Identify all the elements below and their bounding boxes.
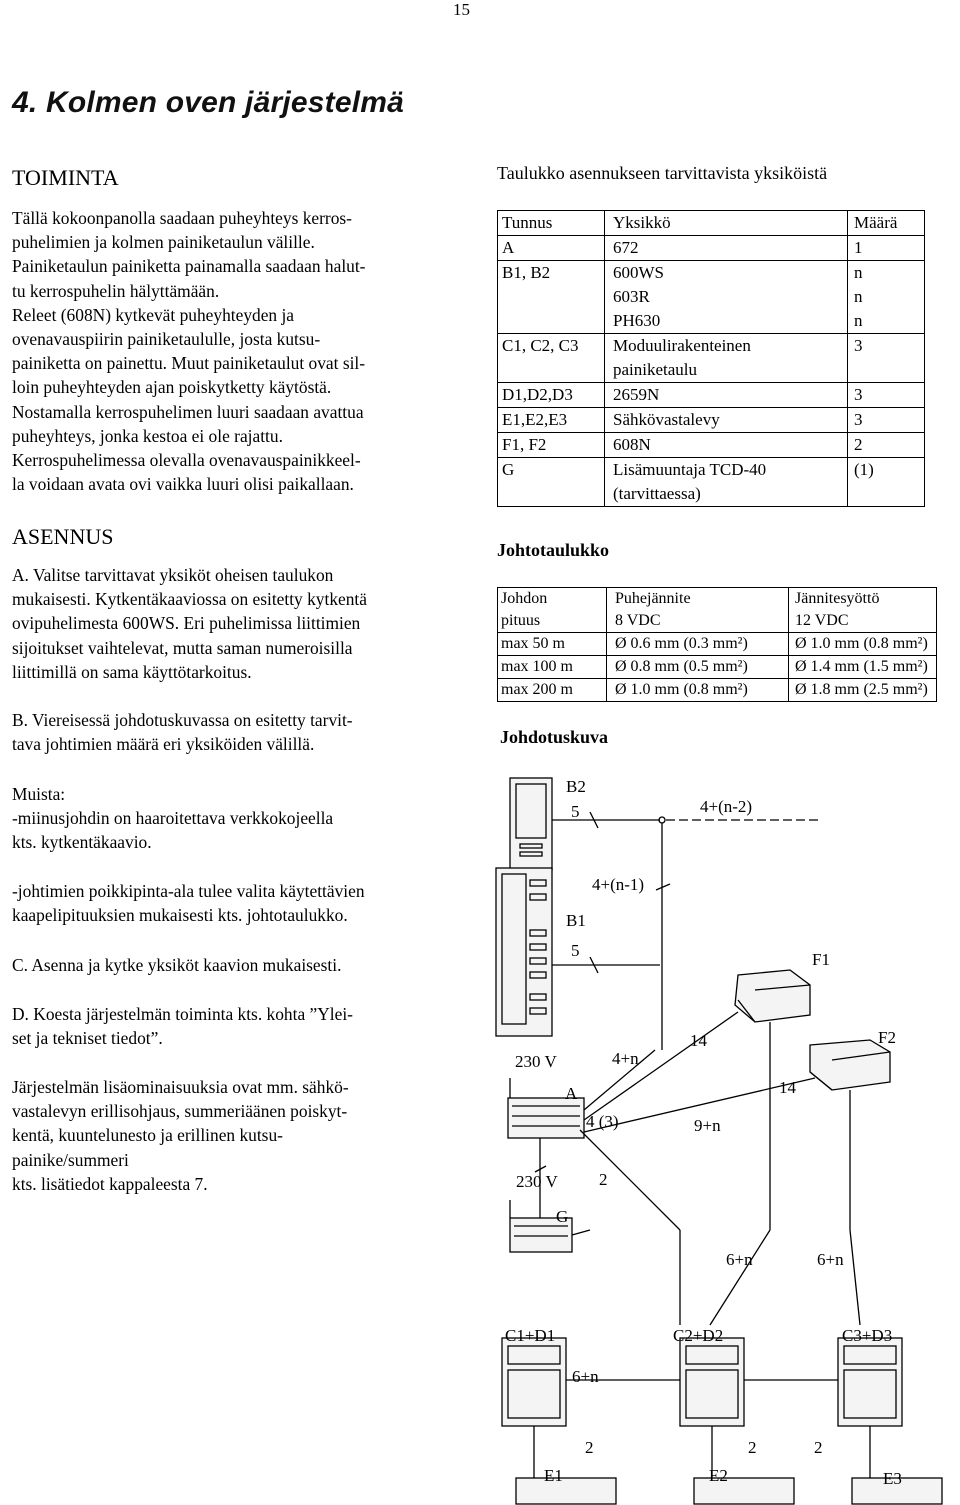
cable-table-row [498, 656, 937, 679]
label-e2-wires-1: 2 [748, 1438, 757, 1457]
header-unit: Yksikkö [605, 211, 848, 236]
units-cell-code: B1, B2 [498, 261, 605, 334]
asennus-d-line: set ja tekniset tiedot”. [12, 1028, 163, 1049]
label-c-link: 6+n [572, 1367, 599, 1386]
muista-text [12, 782, 457, 855]
toiminta-text-line: puhelimien ja kolmen painiketaulun välille. [12, 232, 315, 253]
units-cell-code: A [498, 236, 605, 261]
label-c2d2: C2+D2 [673, 1326, 724, 1345]
label-a: A [565, 1084, 578, 1103]
label-g: G [556, 1207, 569, 1226]
units-cell-qty: 1 [848, 236, 925, 261]
extra-features-text [12, 1075, 457, 1196]
toiminta-text-line: la voidaan avata ovi vaikka luuri olisi paikallaan. [12, 474, 354, 495]
header-supply-voltage: Jännitesyöttö 12 VDC [789, 588, 937, 633]
label-e2-wires-2: 2 [814, 1438, 823, 1457]
units-cell-code: E1,E2,E3 [498, 408, 605, 433]
asennus-b-text [12, 708, 457, 756]
units-cell-qty: 2 [848, 433, 925, 458]
muista-line: kts. kytkentäkaavio. [12, 832, 152, 853]
extra-line: vastalevyn erillisohjaus, summeriäänen poiskyt- [12, 1101, 348, 1122]
units-table [497, 210, 925, 507]
header-speech-voltage: Puhejännite 8 VDC [607, 588, 789, 633]
asennus-a-line: ovipuhelimesta 600WS. Eri puhelimissa liittimien [12, 613, 361, 634]
units-cell-code: C1, C2, C3 [498, 334, 605, 383]
label-230v-2: 230 V [516, 1172, 558, 1191]
units-cell-qty: (1) [848, 458, 925, 507]
toiminta-heading: TOIMINTA [12, 165, 119, 190]
label-f2-wires: 14 [779, 1078, 796, 1097]
label-c3d3: C3+D3 [842, 1326, 893, 1345]
cable-cell: max 50 m [498, 633, 607, 656]
extra-line: painike/summeri [12, 1149, 129, 1170]
units-table-row [498, 458, 925, 507]
toiminta-text-line: ovenavauspiirin painiketaululle, josta kutsu- [12, 329, 321, 350]
label-e1: E1 [544, 1466, 563, 1485]
relay-f2-icon [810, 1040, 890, 1090]
page-number: 15 [453, 0, 470, 19]
cable-cell: Ø 0.6 mm (0.3 mm²) [607, 633, 789, 656]
label-b2: B2 [566, 777, 586, 796]
toiminta-text-line: painiketta on painettu. Muut painiketaulut ovat sil- [12, 353, 366, 374]
cable-table-row [498, 633, 937, 656]
units-table-row [498, 261, 925, 334]
label-g-wires: 2 [599, 1170, 608, 1189]
units-cell-unit: Lisämuuntaja TCD-40 (tarvittaessa) [605, 458, 848, 507]
units-cell-unit: Moduulirakenteinen painiketaulu [605, 334, 848, 383]
label-b1-wires: 5 [571, 941, 580, 960]
asennus-a-line: sijoitukset vaihtelevat, mutta saman numeroisilla [12, 637, 353, 658]
label-230v-1: 230 V [515, 1052, 557, 1071]
label-f-wires: 9+n [694, 1116, 721, 1135]
asennus-b-line: tava johtimien määrä eri yksiköiden välillä. [12, 734, 315, 755]
units-cell-qty: 3 [848, 334, 925, 383]
units-cell-unit: Sähkövastalevy [605, 408, 848, 433]
cable-cell: Ø 1.0 mm (0.8 mm²) [607, 679, 789, 702]
power-unit-a-icon [508, 1098, 584, 1138]
label-a-g: 4 (3) [586, 1112, 619, 1131]
label-f2: F2 [878, 1028, 896, 1047]
cable-cell: max 200 m [498, 679, 607, 702]
asennus-a-line: mukaisesti. Kytkentäkaaviossa on esitetty kytkentä [12, 589, 367, 610]
cable-table-title: Johtotaulukko [497, 540, 610, 560]
label-f1: F1 [812, 950, 830, 969]
units-table-header [498, 211, 925, 236]
muista-line: -miinusjohdin on haaroitettava verkkokojeella [12, 808, 334, 829]
toiminta-text [12, 206, 457, 496]
units-table-row [498, 408, 925, 433]
units-table-title: Taulukko asennukseen tarvittavista yksiköistä [497, 163, 828, 183]
label-b2-bus: 4+(n-2) [700, 797, 753, 816]
toiminta-text-line: tu kerrospuhelin hälyttämään. [12, 280, 220, 301]
label-e1-wires: 2 [585, 1438, 594, 1457]
units-table-row [498, 334, 925, 383]
asennus-c-text: C. Asenna ja kytke yksiköt kaavion mukaisesti. [12, 955, 342, 975]
units-cell-unit: 608N [605, 433, 848, 458]
label-e3: E3 [883, 1469, 902, 1488]
units-cell-qty: 3 [848, 383, 925, 408]
asennus-b-line: B. Viereisessä johdotuskuvassa on esitetty tarvit- [12, 710, 353, 730]
label-e2: E2 [709, 1466, 728, 1485]
toiminta-text-line: Kerrospuhelimessa olevalla ovenavauspainikkeel- [12, 450, 361, 471]
toiminta-text-line: Releet (608N) kytkevät puheyhteyden ja [12, 304, 295, 325]
label-c1d1: C1+D1 [505, 1326, 556, 1345]
cable-cell: Ø 0.8 mm (0.5 mm²) [607, 656, 789, 679]
label-b1: B1 [566, 911, 586, 930]
asennus-d-line: D. Koesta järjestelmän toiminta kts. kohta ”Ylei- [12, 1004, 353, 1024]
muista-line: Muista: [12, 784, 66, 804]
asennus-a-line: liittimillä on sama käyttötarkoitus. [12, 661, 252, 682]
johtimet-line: -johtimien poikkipinta-ala tulee valita käytettävien [12, 881, 365, 901]
cable-cell: Ø 1.8 mm (2.5 mm²) [789, 679, 937, 702]
toiminta-text-line: Nostamalla kerrospuhelimen luuri saadaan avattua [12, 401, 364, 422]
extra-line: Järjestelmän lisäominaisuuksia ovat mm. sähkö- [12, 1077, 349, 1097]
extra-line: kts. lisätiedot kappaleesta 7. [12, 1173, 208, 1194]
asennus-a-text [12, 563, 457, 684]
toiminta-text-line: loin puheyhteyden ajan poiskytketty käytöstä. [12, 377, 332, 398]
label-b2-wires: 5 [571, 802, 580, 821]
asennus-heading: ASENNUS [12, 524, 114, 549]
label-c-wires-1: 6+n [726, 1250, 753, 1269]
units-cell-unit: 600WS 603R PH630 [605, 261, 848, 334]
header-length: Johdon pituus [498, 588, 607, 633]
label-a-wires: 4+n [612, 1049, 639, 1068]
units-table-row [498, 236, 925, 261]
cable-cell: Ø 1.0 mm (0.8 mm²) [789, 633, 937, 656]
units-table-row [498, 433, 925, 458]
intercom-b2-icon [510, 778, 552, 870]
units-cell-code: F1, F2 [498, 433, 605, 458]
johtimet-text [12, 879, 457, 927]
units-table-row [498, 383, 925, 408]
door-strike-e1-icon [516, 1478, 616, 1504]
wiring-diagram-title: Johdotuskuva [500, 727, 609, 747]
units-cell-unit: 672 [605, 236, 848, 261]
asennus-d-text [12, 1002, 457, 1050]
units-cell-unit: 2659N [605, 383, 848, 408]
units-cell-code: G [498, 458, 605, 507]
units-cell-qty: n n n [848, 261, 925, 334]
header-code: Tunnus [498, 211, 605, 236]
cable-table-header [498, 588, 937, 633]
label-c-wires-2: 6+n [817, 1250, 844, 1269]
cable-cell: max 100 m [498, 656, 607, 679]
panel-c1d1-icon [502, 1338, 566, 1426]
asennus-a-line: A. Valitse tarvittavat yksiköt oheisen taulukon [12, 565, 334, 585]
label-f1-wires: 14 [690, 1031, 707, 1050]
cable-cell: Ø 1.4 mm (1.5 mm²) [789, 656, 937, 679]
cable-table [497, 587, 937, 702]
label-b1-bus: 4+(n-1) [592, 875, 645, 894]
extra-line: kentä, kuuntelunesto ja erillinen kutsu- [12, 1125, 283, 1146]
intercom-b1-icon [496, 868, 552, 1036]
cable-table-row [498, 679, 937, 702]
panel-c3d3-icon [838, 1338, 902, 1426]
toiminta-text-line: Painiketaulun painiketta painamalla saadaan halut- [12, 256, 366, 277]
chapter-title: 4. Kolmen oven järjestelmä [12, 86, 405, 119]
units-cell-code: D1,D2,D3 [498, 383, 605, 408]
header-qty: Määrä [848, 211, 925, 236]
toiminta-text-line: Tällä kokoonpanolla saadaan puheyhteys kerros- [12, 208, 352, 228]
johtimet-line: kaapelipituuksien mukaisesti kts. johtotaulukko. [12, 905, 348, 926]
toiminta-text-line: puheyhteys, jonka kestoa ei ole rajattu. [12, 425, 283, 446]
relay-f1-icon [735, 970, 810, 1022]
panel-c2d2-icon [680, 1338, 744, 1426]
units-cell-qty: 3 [848, 408, 925, 433]
